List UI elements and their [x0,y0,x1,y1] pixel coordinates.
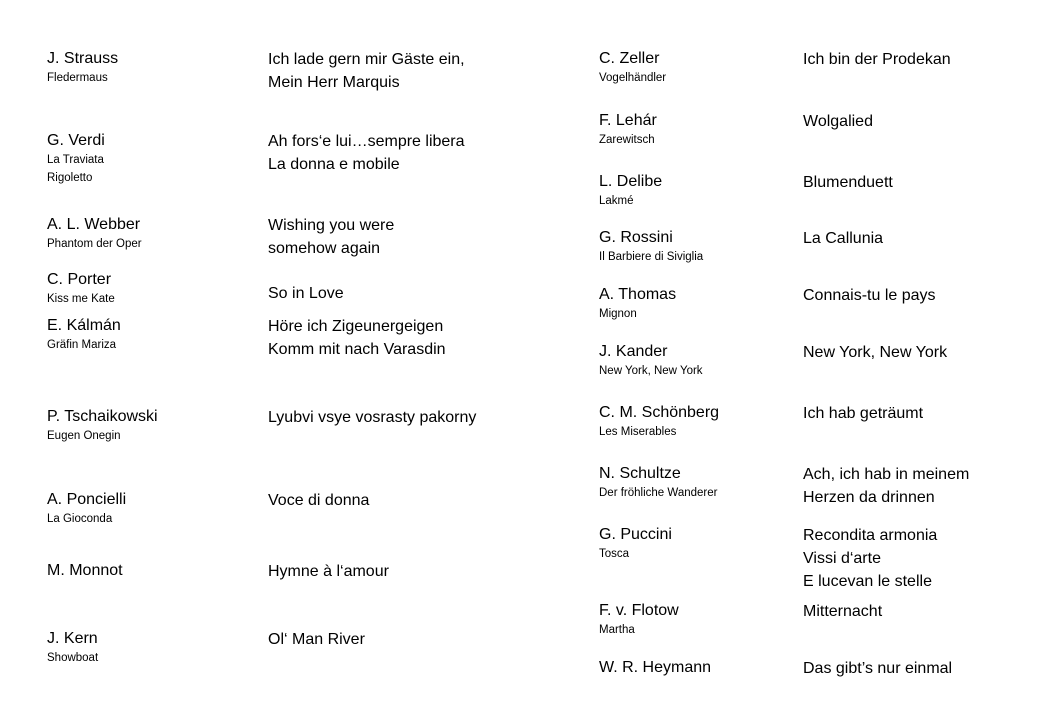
composer-name: A. L. Webber [47,216,141,233]
composer-name: W. R. Heymann [599,659,712,676]
song-title: Komm mit nach Varasdin [268,341,446,358]
song-block-f-v-flotow [803,600,882,623]
composer-name: G. Rossini [599,229,673,246]
song-block-f-lehar [803,110,873,133]
composer-name: J. Kander [599,343,668,360]
song-block-a-poncielli [268,489,369,512]
composer-name: F. v. Flotow [599,602,679,619]
composer-name: P. Tschaikowski [47,408,158,425]
composer-name: J. Kern [47,630,98,647]
composer-block-a-poncielli [47,490,126,528]
composer-name: M. Monnot [47,562,123,579]
composer-block-l-delibe [599,172,662,210]
song-title: La donna e mobile [268,156,400,173]
song-title: Vissi d‘arte [803,550,881,567]
song-block-p-tschaikowski [268,406,476,429]
song-block-g-verdi [268,130,465,176]
work-title: Kiss me Kate [47,293,115,305]
composer-block-c-zeller [599,49,666,87]
work-title: New York, New York [599,365,703,377]
work-title: Mignon [599,308,637,320]
song-title: somehow again [268,240,381,257]
song-block-m-monnot [268,560,389,583]
composer-block-g-puccini [599,525,672,563]
composer-name: N. Schultze [599,465,681,482]
work-title: Zarewitsch [599,134,655,146]
song-block-g-puccini [803,524,937,593]
composer-block-a-l-webber [47,215,142,253]
song-title: Das gibt’s nur einmal [803,660,953,677]
composer-name: L. Delibe [599,173,663,190]
composer-block-j-kern [47,629,98,667]
composer-block-m-monnot [47,561,123,581]
work-title: Les Miserables [599,426,677,438]
composer-block-w-r-heymann [599,658,711,678]
song-title: Lyubvi vsye vosrasty pakorny [268,409,477,426]
work-title: Vogelhändler [599,72,667,84]
composer-block-j-kander [599,342,703,380]
song-title: Ol‘ Man River [268,631,365,648]
composer-block-g-rossini [599,228,703,266]
work-title: Phantom der Oper [47,238,142,250]
song-title: Ach, ich hab in meinem [803,466,970,483]
composer-name: E. Kálmán [47,317,121,334]
song-title: Ah fors‘e lui…sempre libera [268,133,465,150]
song-title: Wolgalied [803,113,873,130]
song-title: Ich lade gern mir Gäste ein, [268,51,465,68]
song-block-g-rossini [803,227,883,250]
composer-name: G. Puccini [599,526,672,543]
work-title: La Traviata [47,154,104,166]
song-block-l-delibe [803,171,893,194]
work-title: Gräfin Mariza [47,339,117,351]
composer-block-c-porter [47,270,115,308]
composer-name: C. M. Schönberg [599,404,720,421]
composer-block-f-v-flotow [599,601,679,639]
composer-block-f-lehar [599,111,657,149]
work-title: Martha [599,624,635,636]
song-title: So in Love [268,285,344,302]
song-block-a-l-webber [268,214,394,260]
composer-name: F. Lehár [599,112,657,129]
song-block-j-strauss [268,48,465,94]
song-title: Hymne à l‘amour [268,563,389,580]
work-title: Eugen Onegin [47,430,121,442]
song-title: Blumenduett [803,174,893,191]
composer-block-e-kalman [47,316,121,354]
song-block-j-kander [803,341,947,364]
composer-name: C. Porter [47,271,112,288]
composer-block-n-schultze [599,464,717,502]
song-title: Höre ich Zigeunergeigen [268,318,444,335]
composer-name: C. Zeller [599,50,660,67]
song-block-c-m-schonberg [803,402,923,425]
song-title: Herzen da drinnen [803,489,935,506]
composer-block-a-thomas [599,285,676,323]
work-title: Il Barbiere di Siviglia [599,251,704,263]
song-block-a-thomas [803,284,936,307]
song-title: Voce di donna [268,492,370,509]
song-block-n-schultze [803,463,969,509]
work-title: Fledermaus [47,72,108,84]
song-block-c-zeller [803,48,951,71]
song-title: Ich hab geträumt [803,405,924,422]
composer-name: G. Verdi [47,132,105,149]
song-title: Mitternacht [803,603,883,620]
composer-block-p-tschaikowski [47,407,158,445]
song-block-j-kern [268,628,365,651]
song-title: Connais-tu le pays [803,287,936,304]
composer-name: A. Poncielli [47,491,127,508]
work-title: Tosca [599,548,630,560]
song-title: Wishing you were [268,217,395,234]
composer-name: A. Thomas [599,286,677,303]
song-block-e-kalman [268,315,446,361]
work-title: Rigoletto [47,172,93,184]
song-title: E lucevan le stelle [803,573,932,590]
composer-name: J. Strauss [47,50,119,67]
work-title: Showboat [47,652,99,664]
work-title: Lakmé [599,195,634,207]
song-title: Recondita armonia [803,527,938,544]
song-block-w-r-heymann [803,657,952,680]
song-title: New York, New York [803,344,948,361]
composer-block-j-strauss [47,49,118,87]
work-title: La Gioconda [47,513,113,525]
composer-block-g-verdi [47,131,105,187]
song-block-c-porter [268,282,344,305]
work-title: Der fröhliche Wanderer [599,487,718,499]
composer-block-c-m-schonberg [599,403,719,441]
song-title: La Callunia [803,230,884,247]
song-title: Mein Herr Marquis [268,74,400,91]
song-title: Ich bin der Prodekan [803,51,951,68]
